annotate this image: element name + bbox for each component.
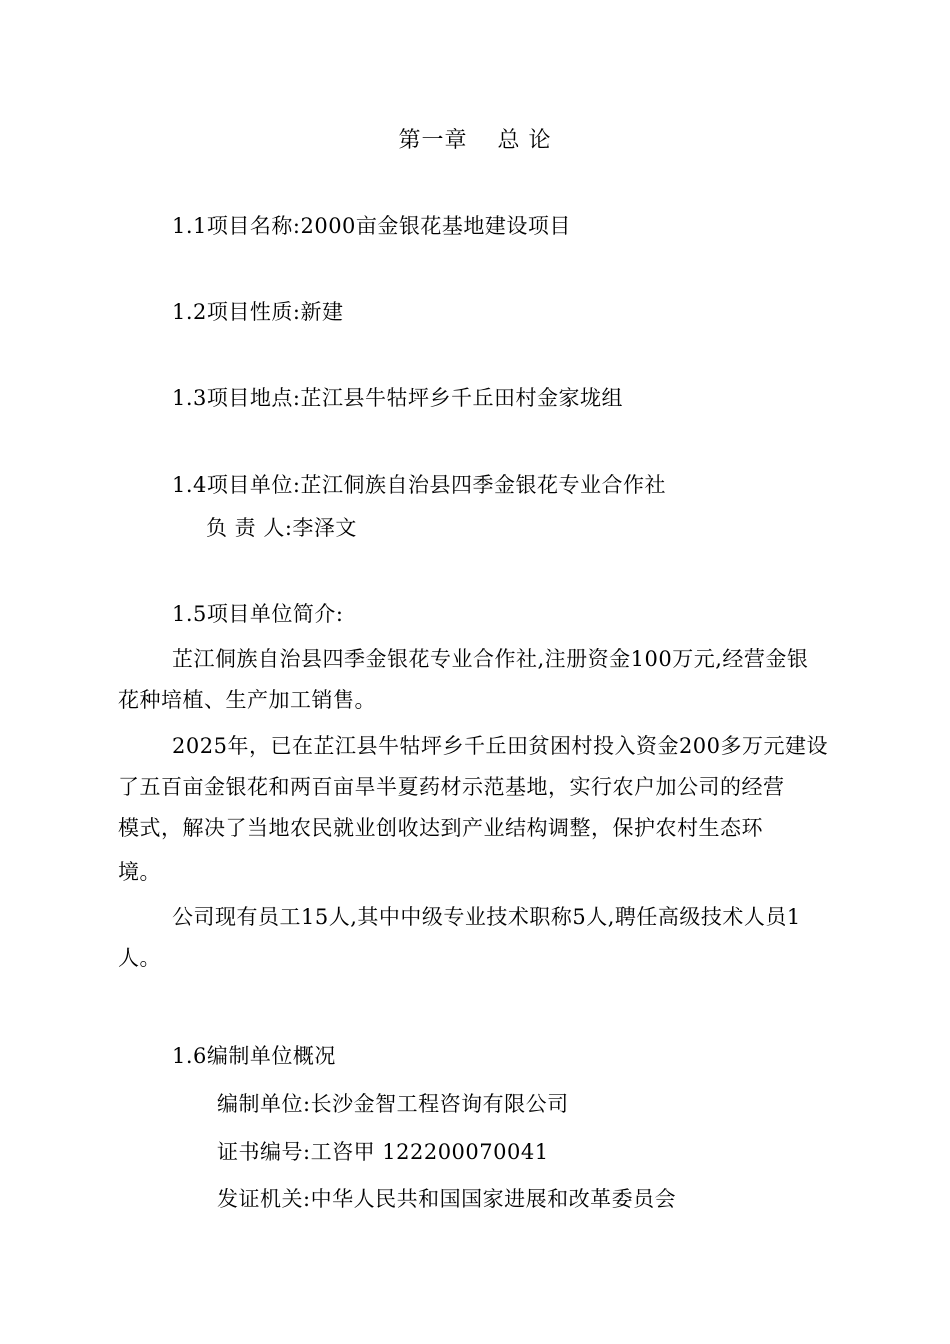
certificate-issuer: 发证机关:中华人民共和国国家进展和改革委员会 bbox=[217, 1187, 677, 1211]
intro-paragraph-2-line-4: 境。 bbox=[118, 860, 161, 884]
project-location: 1.3项目地点:芷江县牛牯坪乡千丘田村金家垅组 bbox=[172, 386, 623, 410]
intro-heading: 1.5项目单位简介: bbox=[172, 602, 344, 626]
intro-paragraph-2-line-1: 2025年，已在芷江县牛牯坪乡千丘田贫困村投入资金200多万元建设 bbox=[172, 734, 829, 758]
intro-paragraph-2-line-2: 了五百亩金银花和两百亩旱半夏药材示范基地，实行农户加公司的经营 bbox=[118, 775, 785, 799]
project-nature: 1.2项目性质:新建 bbox=[172, 300, 344, 324]
compiler-unit: 编制单位:长沙金智工程咨询有限公司 bbox=[217, 1092, 569, 1116]
project-unit: 1.4项目单位:芷江侗族自治县四季金银花专业合作社 bbox=[172, 473, 666, 497]
chapter-label: 第一章 bbox=[398, 128, 468, 153]
intro-paragraph-2-line-3: 模式，解决了当地农民就业创收达到产业结构调整，保护农村生态环 bbox=[118, 816, 763, 840]
chapter-name: 总 论 bbox=[497, 128, 552, 153]
project-name: 1.1项目名称:2000亩金银花基地建设项目 bbox=[172, 214, 571, 238]
intro-paragraph-3-line-1: 公司现有员工15人,其中中级专业技术职称5人,聘任高级技术人员1 bbox=[172, 905, 801, 929]
project-leader: 负 责 人:李泽文 bbox=[206, 516, 357, 540]
intro-paragraph-3-line-2: 人。 bbox=[118, 946, 161, 970]
intro-paragraph-1-line-1: 芷江侗族自治县四季金银花专业合作社,注册资金100万元,经营金银 bbox=[172, 647, 809, 671]
intro-paragraph-1-line-2: 花种培植、生产加工销售。 bbox=[118, 688, 376, 712]
compiler-heading: 1.6编制单位概况 bbox=[172, 1044, 336, 1068]
certificate-number: 证书编号:工咨甲 122200070041 bbox=[217, 1140, 549, 1164]
chapter-title bbox=[0, 126, 950, 156]
